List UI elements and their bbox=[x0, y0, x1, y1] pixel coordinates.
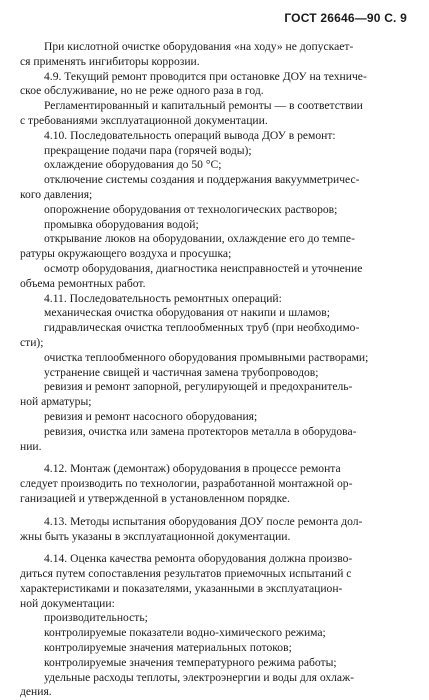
text-line: нии. bbox=[20, 439, 42, 453]
text-line: кого давления; bbox=[20, 187, 93, 201]
text-line: объема ремонтных работ. bbox=[20, 276, 146, 290]
list-item: опорожнение оборудования от технологических растворов; bbox=[44, 202, 338, 216]
list-item: очистка теплообменного оборудования промывными растворами; bbox=[44, 350, 369, 364]
list-item: прекращение подачи пара (горячей воды); bbox=[44, 143, 252, 157]
list-item: ревизия и ремонт запорной, регулирующей и предохранитель- bbox=[44, 380, 353, 394]
list-item: контролируемые значения температурного режима работы; bbox=[44, 655, 337, 669]
page-number: С. 9 bbox=[384, 11, 407, 25]
list-item: гидравлическая очистка теплообменных труб (при необходимо- bbox=[44, 321, 360, 335]
text-line: жны быть указаны в эксплуатационной документации. bbox=[20, 529, 291, 543]
text-line: сти); bbox=[20, 335, 44, 349]
clause-4-10: 4.10. Последовательность операций вывода ДОУ в ремонт: bbox=[44, 128, 336, 142]
text-line: характеристиками и показателями, указанными в эксплуатацион- bbox=[20, 581, 343, 595]
text-line: следует производить по технологии, разработанной монтажной ор- bbox=[20, 477, 353, 491]
text-line: диться путем сопоставления результатов приемочных испытаний с bbox=[20, 567, 352, 581]
clause-4-12: 4.12. Монтаж (демонтаж) оборудования в процессе ремонта bbox=[44, 462, 341, 476]
text-line: ной арматуры; bbox=[20, 395, 92, 409]
list-item: механическая очистка оборудования от накипи и шламов; bbox=[44, 306, 330, 320]
list-item: промывка оборудования водой; bbox=[44, 217, 199, 231]
text-line: с требованиями эксплуатационной документации. bbox=[20, 113, 268, 127]
text-line: Регламентированный и капитальный ремонты — в соответствии bbox=[44, 99, 363, 113]
list-item: удельные расходы теплоты, электроэнергии и воды для охлаж- bbox=[44, 670, 354, 684]
list-item: контролируемые значения материальных потоков; bbox=[44, 641, 292, 655]
clause-4-13: 4.13. Методы испытания оборудования ДОУ после ремонта дол- bbox=[44, 514, 363, 528]
list-item: охлаждение оборудования до 50 °С; bbox=[44, 158, 222, 172]
list-item: открывание люков на оборудовании, охлаждение его до темпе- bbox=[44, 232, 355, 246]
standard-number: ГОСТ 26646—90 bbox=[284, 11, 381, 25]
text-line: дения. bbox=[20, 685, 52, 699]
text-line: При кислотной очистке оборудования «на ходу» не допускает- bbox=[44, 40, 354, 53]
text-line: ратуры окружающего воздуха и просушка; bbox=[20, 247, 232, 261]
list-item: ревизия, очистка или замена протекторов металла в оборудова- bbox=[44, 424, 357, 438]
clause-4-9: 4.9. Текущий ремонт проводится при остановке ДОУ на техниче- bbox=[44, 69, 367, 83]
text-line: ское обслуживание, но не реже одного раза в год. bbox=[20, 84, 264, 98]
list-item: ревизия и ремонт насосного оборудования; bbox=[44, 409, 258, 423]
page-header bbox=[284, 11, 407, 25]
text-line: ной документации: bbox=[20, 596, 115, 610]
list-item: устранение свищей и частичная замена трубопроводов; bbox=[44, 365, 319, 379]
text-line: ганизацией и утвержденной в установленном порядке. bbox=[20, 491, 290, 505]
clause-4-11: 4.11. Последовательность ремонтных операций: bbox=[44, 291, 282, 305]
clause-4-14: 4.14. Оценка качества ремонта оборудования должна произво- bbox=[44, 552, 353, 566]
document-body bbox=[20, 40, 412, 700]
list-item: осмотр оборудования, диагностика неисправностей и уточнение bbox=[44, 261, 363, 275]
text-line: ся применять ингибиторы коррозии. bbox=[20, 54, 200, 68]
list-item: отключение системы создания и поддержания вакуумметричес- bbox=[44, 173, 360, 187]
list-item: производительность; bbox=[44, 611, 148, 625]
list-item: контролируемые показатели водно-химического режима; bbox=[44, 626, 326, 640]
